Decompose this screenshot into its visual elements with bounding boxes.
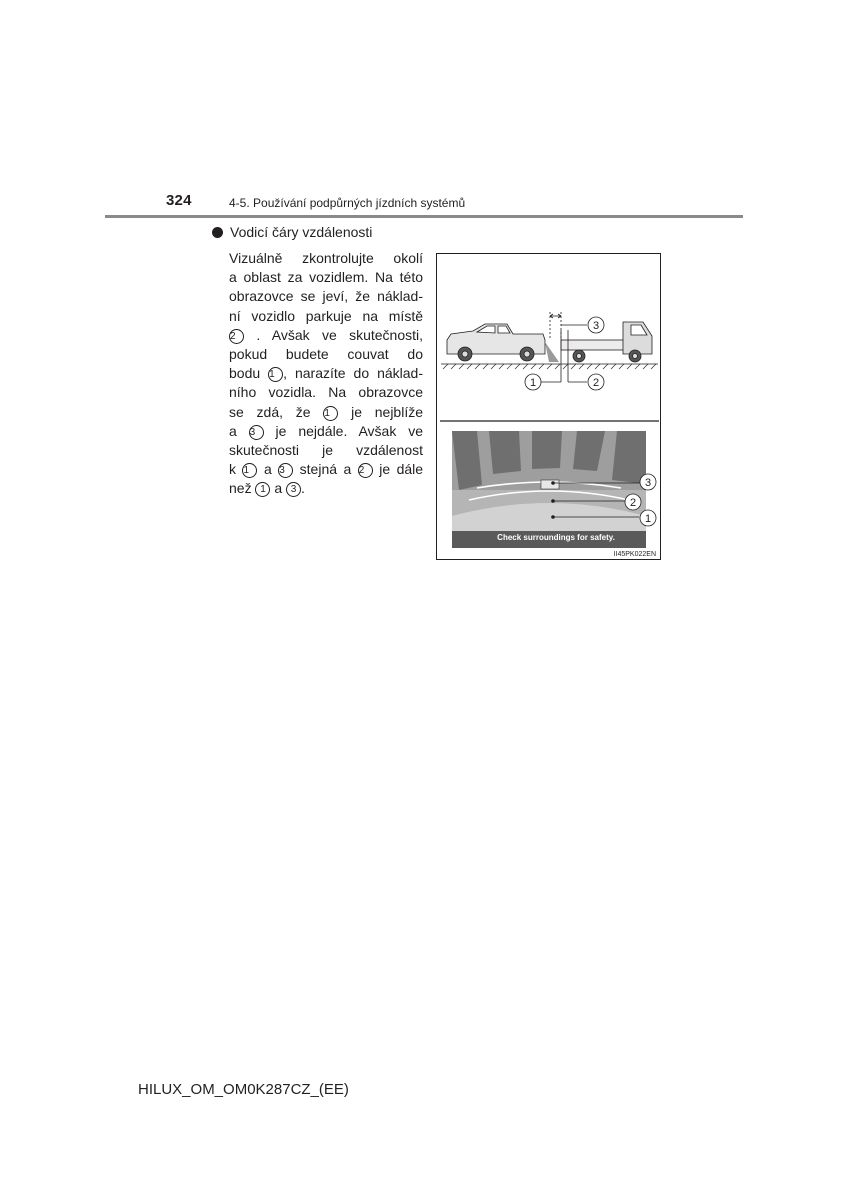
text-line (229, 479, 423, 498)
marker-3: 3 (286, 482, 301, 497)
text-line: skutečnosti je vzdálenost (229, 441, 423, 458)
text-fragment: . Avšak ve skutečnosti, (256, 326, 423, 343)
text-line: pokud budete couvat do (229, 345, 423, 362)
footer-text: HILUX_OM_OM0K287CZ_(EE) (138, 1081, 349, 1098)
callout-2-label: 2 (592, 377, 600, 389)
text-line: Vizuálně zkontrolujte okolí (229, 250, 423, 266)
text-line: ního vozidla. Na obrazovce (229, 384, 423, 401)
text-line (229, 460, 423, 479)
text-fragment: k (229, 461, 236, 478)
text-fragment: stejná a (299, 461, 352, 478)
text-line: obrazovce se jeví, že náklad- (229, 288, 423, 305)
text-fragment: je dále (379, 461, 424, 478)
marker-1: 1 (242, 463, 257, 478)
ground (441, 364, 658, 369)
text-line (229, 422, 423, 441)
text-line (229, 364, 423, 383)
section-title: 4-5. Používání podpůrných jízdních systémů (229, 196, 466, 210)
marker-2: 2 (358, 463, 373, 478)
text-fragment: se zdá, že (229, 403, 311, 420)
bullet-icon (212, 227, 223, 238)
marker-3: 3 (249, 425, 264, 440)
callout-1-label: 1 (529, 377, 537, 389)
text-fragment: a (263, 461, 272, 478)
text-line (229, 326, 423, 345)
text-fragment: než (229, 480, 252, 497)
marker-2: 2 (229, 329, 244, 344)
text-fragment: a (274, 480, 283, 497)
body-paragraph (229, 249, 423, 498)
camera-view (545, 342, 559, 362)
text-fragment: , narazíte do náklad- (283, 365, 423, 382)
text-line: a oblast za vozidlem. Na této (229, 269, 423, 286)
page-number: 324 (166, 192, 192, 209)
illustration-drawing (437, 254, 662, 561)
screen-caption: Check surroundings for safety. (497, 533, 615, 542)
text-fragment: a (229, 422, 237, 439)
marker-3: 3 (278, 463, 293, 478)
header-rule (105, 215, 743, 218)
text-line (229, 403, 423, 422)
flatbed-truck (561, 322, 652, 362)
marker-1: 1 (255, 482, 270, 497)
camera-screen (452, 431, 646, 548)
marker-1: 1 (323, 406, 338, 421)
bullet-heading (212, 224, 372, 240)
screen-callout-1-label: 1 (644, 513, 652, 525)
text-fragment: je nejblíže (351, 403, 424, 420)
screen-callout-3-label: 3 (644, 477, 652, 489)
text-fragment: je nejdále. Avšak ve (275, 422, 423, 439)
text-fragment: . (301, 480, 305, 497)
text-fragment: bodu (229, 365, 261, 382)
illustration-figure (436, 253, 661, 560)
callout-3-label: 3 (592, 320, 600, 332)
bullet-heading-text: Vodicí čáry vzdálenosti (230, 224, 373, 240)
text-line: ní vozidlo parkuje na místě (229, 307, 423, 324)
screen-callout-2-label: 2 (629, 497, 637, 509)
pickup-truck (447, 324, 545, 361)
marker-1: 1 (268, 367, 283, 382)
figure-code: II45PK022EN (613, 551, 656, 558)
